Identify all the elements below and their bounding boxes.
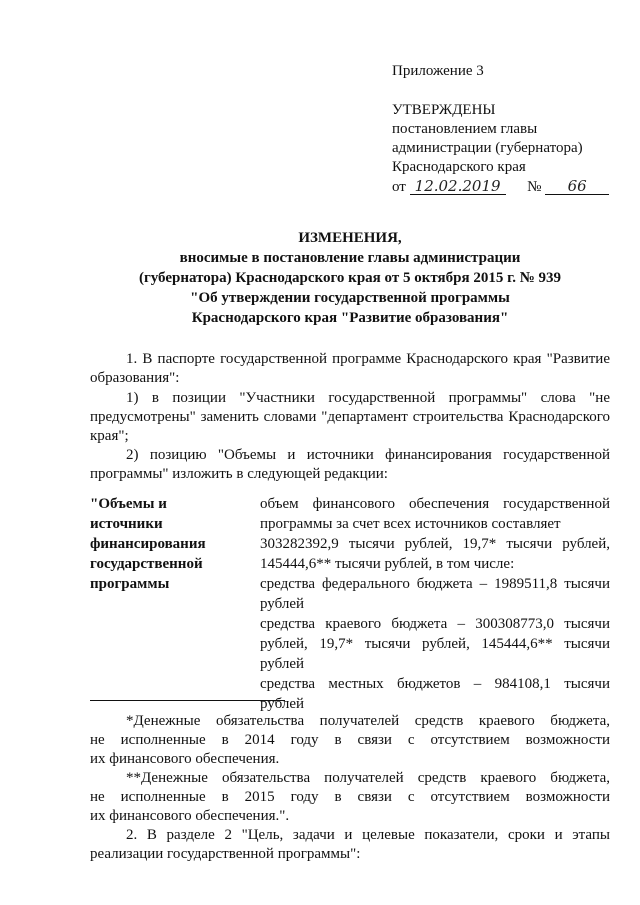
approved-heading: УТВЕРЖДЕНЫ <box>392 102 496 118</box>
table-right-line: 145444,6** тысячи рублей, в том числе: <box>260 556 515 572</box>
handwritten-number: 66 <box>545 178 609 195</box>
approved-line-2: администрации (губернатора) <box>392 140 583 156</box>
handwritten-date: 12.02.2019 <box>410 178 506 195</box>
footnote-2-line: не исполненные в 2015 году в связи с отсутствием возможности <box>90 789 610 805</box>
approved-line-1: постановлением главы <box>392 121 538 137</box>
section-2-line: 2. В разделе 2 "Цель, задачи и целевые показатели, сроки и этапы <box>126 827 610 843</box>
table-left-line: государственной <box>90 556 203 572</box>
table-left-line: финансирования <box>90 536 206 552</box>
title-line-1: ИЗМЕНЕНИЯ, <box>298 230 402 246</box>
approval-block <box>392 62 632 197</box>
paragraph-1-line: образования": <box>90 370 180 386</box>
paragraph-2-line: края"; <box>90 428 129 444</box>
table-right-line: средства краевого бюджета – 300308773,0 тысячи <box>260 616 610 632</box>
funding-total <box>260 494 610 574</box>
paragraph-2-line: 1) в позиции "Участники государственной программы" слова "не <box>126 390 610 406</box>
footnote-1-line: *Денежные обязательства получателей средств краевого бюджета, <box>126 713 610 729</box>
title-line-3: (губернатора) Краснодарского края от 5 октября 2015 г. № 939 <box>138 270 562 286</box>
funding-federal <box>260 574 610 614</box>
table-right-line: рублей <box>260 656 305 672</box>
paragraph-2 <box>90 389 610 446</box>
footnote-divider <box>90 700 285 701</box>
table-left-line: "Объемы и <box>90 496 167 512</box>
funding-local <box>260 674 610 714</box>
paragraph-3-line: программы" изложить в следующей редакции: <box>90 466 388 482</box>
footnote-2 <box>90 769 610 826</box>
table-left-line: программы <box>90 576 170 592</box>
table-right-line: средства федерального бюджета – 1989511,8 тысячи <box>260 576 610 592</box>
date-number-line <box>392 178 632 197</box>
table-right-line: рублей <box>260 696 305 712</box>
footnote-1-line: их финансового обеспечения. <box>90 751 280 767</box>
table-right-line: рублей <box>260 596 305 612</box>
table-right-column <box>260 494 610 714</box>
funding-regional <box>260 614 610 674</box>
section-2-line: реализации государственной программы": <box>90 846 361 862</box>
table-right-line: объем финансового обеспечения государственной <box>260 496 610 512</box>
number-prefix: № <box>527 179 542 195</box>
title-line-4: "Об утверждении государственной программы <box>190 290 510 306</box>
table-right-line: рублей, 19,7* тысячи рублей, 145444,6** тысячи <box>260 636 610 652</box>
date-prefix: от <box>392 179 406 195</box>
paragraph-1 <box>90 350 610 388</box>
table-right-line: 303282392,9 тысячи рублей, 19,7* тысячи рублей, <box>260 536 610 552</box>
table-right-line: программы за счет всех источников составляет <box>260 516 561 532</box>
footnote-1 <box>90 712 610 769</box>
section-2-paragraph <box>90 826 610 864</box>
document-title <box>90 228 610 328</box>
appendix-label: Приложение 3 <box>392 63 484 79</box>
footnote-2-line: **Денежные обязательства получателей средств краевого бюджета, <box>126 770 610 786</box>
title-line-2: вносимые в постановление главы администрации <box>179 250 521 266</box>
title-line-5: Краснодарского края "Развитие образования" <box>191 310 509 326</box>
table-left-line: источники <box>90 516 163 532</box>
table-right-line: средства местных бюджетов – 984108,1 тысячи <box>260 676 610 692</box>
paragraph-1-line: 1. В паспорте государственной программе Краснодарского края "Развитие <box>126 351 610 367</box>
footnote-1-line: не исполненные в 2014 году в связи с отсутствием возможности <box>90 732 610 748</box>
paragraph-2-line: предусмотрены" заменить словами "департамент строительства Краснодарского <box>90 409 610 425</box>
table-left-column <box>90 494 250 594</box>
approved-line-3: Краснодарского края <box>392 159 526 175</box>
paragraph-3-line: 2) позицию "Объемы и источники финансирования государственной <box>126 447 610 463</box>
footnote-2-line: их финансового обеспечения.". <box>90 808 290 824</box>
paragraph-3 <box>90 446 610 484</box>
